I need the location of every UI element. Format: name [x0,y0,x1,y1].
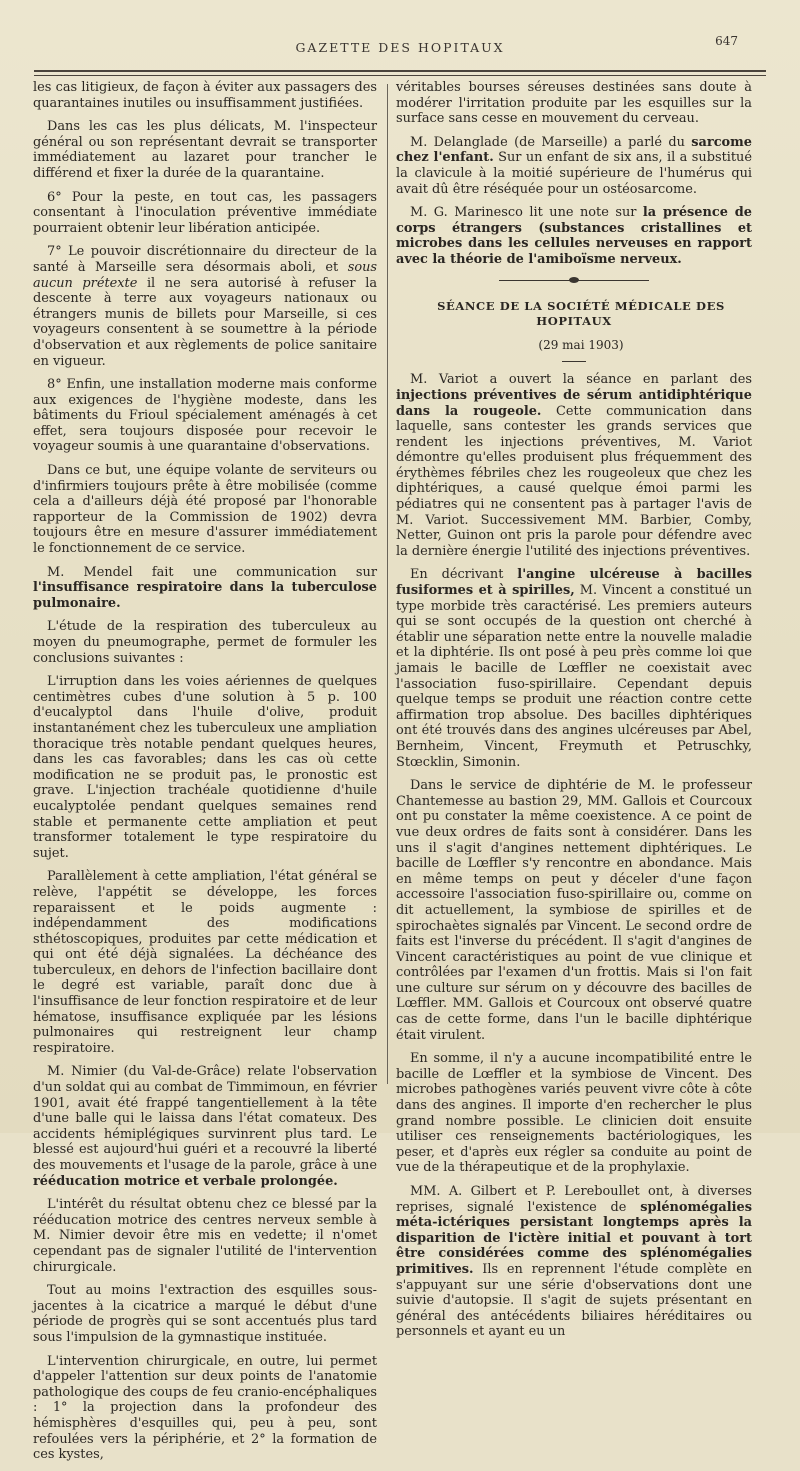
paragraph: véritables bourses séreuses destinées sans doute à modérer l'irritation produite par les esquilles sur la surface sans cesse en mouvement du cerveau. [396,80,752,127]
paragraph: les cas litigieux, de façon à éviter aux passagers des quarantaines inutiles ou insuffisamment justifiées. [33,80,377,111]
paragraph: L'étude de la respiration des tuberculeux au moyen du pneumographe, permet de formuler les conclusions suivantes : [33,619,377,666]
paragraph: Dans ce but, une équipe volante de serviteurs ou d'infirmiers toujours prête à être mobilisée (comme cela a d'ailleurs déjà été proposé par l'honorable rapporteur de la Commission de 1902) devra toujours être en mesure d'assurer immédiatement le fonctionnement de ce service. [33,463,377,557]
paragraph: En décrivant l'angine ulcéreuse à bacilles fusiformes et à spirilles, M. Vincent a constitué un type morbide très caractérisé. Les premiers auteurs qui se sont occupés de la question ont cherché à établir une séparation nette entre la nouvelle maladie et la diphtérie. Ils ont posé à peu près comme loi que jamais le bacille de Lœffler ne coexistait avec l'association fuso-spirillaire. Cependant depuis quelque temps se produit une réaction contre cette affirmation trop absolue. Des bacilles diphtériques ont été trouvés dans des angines ulcéreuses par Abel, Bernheim, Vincent, Freymuth et Petruschky, Stœcklin, Simonin. [396,567,752,770]
section-title: SÉANCE DE LA SOCIÉTÉ MÉDICALE DES HOPITAUX [437,298,725,329]
header-rule-thin [34,75,766,76]
right-column [396,80,752,1348]
topic-heading: splénomégalies méta-ictériques persistant longtemps après la disparition de l'ictère initial et pouvant à tort être considérées comme des splénomégalies primitives. [396,1199,752,1277]
topic-heading: rééducation motrice et verbale prolongée. [33,1173,338,1189]
column-divider [387,84,388,1084]
paragraph: L'intérêt du résultat obtenu chez ce blessé par la rééducation motrice des centres nerveux semble à M. Nimier devoir être mis en vedette; il n'omet cependant pas de signaler l'utilité de l'intervention chirurgicale. [33,1197,377,1275]
topic-heading: sarcome chez l'enfant. [396,134,752,166]
paragraph: M. Nimier (du Val-de-Grâce) relate l'observation d'un soldat qui au combat de Timmimoun, en février 1901, avait été frappé tangentiellement à la tête d'une balle qui le laissa dans l'état comateux. Des accidents hémiplégiques survinrent plus tard. Le blessé est aujourd'hui guéri et a recouvré la liberté des mouvements et l'usage de la parole, grâce à une rééducation motrice et verbale prolongée. [33,1064,377,1189]
left-column [33,80,377,1471]
paragraph: 8° Enfin, une installation moderne mais conforme aux exigences de l'hygiène modeste, dans les bâtiments du Frioul spécialement aménagés à cet effet, sera toujours disposée pour recevoir le voyageur soumis à une quarantaine d'observations. [33,377,377,455]
section-date: (29 mai 1903) [538,337,624,352]
topic-heading: la présence de corps étrangers (substances cristallines et microbes dans les cellules nerveuses en rapport avec la théorie de l'amiboïsme nerveux. [396,205,752,267]
header-rule [34,70,766,72]
section-separator [499,276,649,285]
small-rule [562,361,586,362]
topic-heading: l'insuffisance respiratoire dans la tuberculose pulmonaire. [33,580,377,611]
topic-heading: injections préventives de sérum antidiphtérique dans la rougeole. [396,387,752,419]
paragraph: M. Delanglade (de Marseille) a parlé du sarcome chez l'enfant. Sur un enfant de six ans, il a substitué la clavicule à la moitié supérieure de l'humérus qui avait dû être réséquée pour un ostéosarcome. [396,134,752,197]
paragraph: MM. A. Gilbert et P. Lereboullet ont, à diverses reprises, signalé l'existence de splénomégalies méta-ictériques persistant longtemps après la disparition de l'ictère initial et pouvant à tort être considérées comme des splénomégalies primitives. Ils en reprennent l'étude complète en s'appuyant sur une série d'observations dont une suivie d'autopsie. Il s'agit de sujets présentant en général des antécédents biliaires héréditaires ou personnels et ayant eu un [396,1184,752,1340]
paragraph: Dans les cas les plus délicats, M. l'inspecteur général ou son représentant devrait se transporter immédiatement au lazaret pour trancher le différend et fixer la durée de la quarantaine. [33,119,377,181]
running-title: GAZETTE DES HOPITAUX [295,40,505,55]
paragraph: Dans le service de diphtérie de M. le professeur Chantemesse au bastion 29, MM. Gallois et Courcoux ont pu constater la même coexistence. A ce point de vue deux ordres de faits sont à considérer. Dans les uns il s'agit d'angines nettement diphtériques. Le bacille de Lœffler s'y rencontre en abondance. Mais en même temps on peut y déceler d'une façon accessoire l'association fuso-spirillaire ou, comme on dit actuellement, la symbiose de spirilles et de spirochaètes signalés par Vincent. Le second ordre de faits est l'inverse du précédent. Il s'agit d'angines de Vincent caractéristiques au point de vue clinique et contrôlées par l'examen d'un frottis. Mais si l'on fait une culture sur sérum on y découvre des bacilles de Lœffler. MM. Gallois et Courcoux ont observé quatre cas de cette forme, dans l'un le bacille diphtérique était virulent. [396,778,752,1043]
page-number: 647 [715,34,738,48]
paragraph: Tout au moins l'extraction des esquilles sous-jacentes à la cicatrice a marqué le début d'une période de progrès qui se sont accentués plus tard sous l'impulsion de la gymnastique instituée. [33,1283,377,1345]
paragraph: M. Variot a ouvert la séance en parlant des injections préventives de sérum antidiphtérique dans la rougeole. Cette communication dans laquelle, sans contester les grands services que rendent les injections préventives, M. Variot démontre qu'elles produisent plus fréquemment des érythèmes fébriles chez les rougeoleux que chez les diphtériques, a causé quelque émoi parmi les pédiatres qui ne consentent pas à partager l'avis de M. Variot. Successivement MM. Barbier, Comby, Netter, Guinon ont pris la parole pour défendre avec la dernière énergie l'utilité des injections préventives. [396,372,752,559]
paragraph: M. Mendel fait une communication sur l'insuffisance respiratoire dans la tuberculose pulmonaire. [33,564,377,611]
topic-heading: l'angine ulcéreuse à bacilles fusiformes et à spirilles, [396,567,752,599]
paragraph: Parallèlement à cette ampliation, l'état général se relève, l'appétit se développe, les forces reparaissent et le poids augmente : indépendamment des modifications sthétoscopiques, produites par cette médication et qui ont été déjà signalées. La déchéance des tuberculeux, en dehors de l'infection bacillaire dont le degré est variable, paraît donc due à l'insuffisance de leur fonction respiratoire et de leur hématose, insuffisance expliquée par les lésions pulmonaires qui restreignent leur champ respiratoire. [33,869,377,1056]
paragraph: L'intervention chirurgicale, en outre, lui permet d'appeler l'attention sur deux points de l'anatomie pathologique des coups de feu cranio-encéphaliques : 1° la projection dans la profondeur des hémisphères d'esquilles qui, peu à peu, sont refoulées vers la périphérie, et 2° la formation de ces kystes, [33,1353,377,1463]
paragraph: 6° Pour la peste, en tout cas, les passagers consentant à l'inoculation préventive immédiate pourraient obtenir leur libération anticipée. [33,189,377,236]
paragraph: 7° Le pouvoir discrétionnaire du directeur de la santé à Marseille sera désormais aboli, et sous aucun prétexte il ne sera autorisé à refuser la descente à terre aux voyageurs nationaux ou étrangers munis de billets pour Marseille, si ces voyageurs consentent à se soumettre à la période d'observation et aux règlements de police sanitaire en vigueur. [33,244,378,369]
paragraph: M. G. Marinesco lit une note sur la présence de corps étrangers (substances cristallines et microbes dans les cellules nerveuses en rapport avec la théorie de l'amiboïsme nerveux. [396,205,752,267]
paragraph: En somme, il n'y a aucune incompatibilité entre le bacille de Lœffler et la symbiose de Vincent. Des microbes pathogènes variés peuvent vivre côte à côte dans des angines. Il importe d'en rechercher le plus grand nombre possible. Le clinicien doit ensuite utiliser ces renseignements bactériologiques, les peser, et d'après eux régler sa conduite au point de vue de la thérapeutique et de la prophylaxie. [396,1051,752,1176]
emphasis: sous aucun prétexte [33,259,377,291]
paragraph: L'irruption dans les voies aériennes de quelques centimètres cubes d'une solution à 5 p. 100 d'eucalyptol dans l'huile d'olive, produit instantanément chez les tuberculeux une ampliation thoracique très notable pendant quelques heures, dans les cas favorables; dans les cas où cette modification ne se produit pas, le pronostic est grave. L'injection trachéale quotidienne d'huile eucalyptolée pendant quelques semaines rend stable et permanente cette ampliation et peut transformer totalement le type respiratoire du sujet. [33,674,377,861]
